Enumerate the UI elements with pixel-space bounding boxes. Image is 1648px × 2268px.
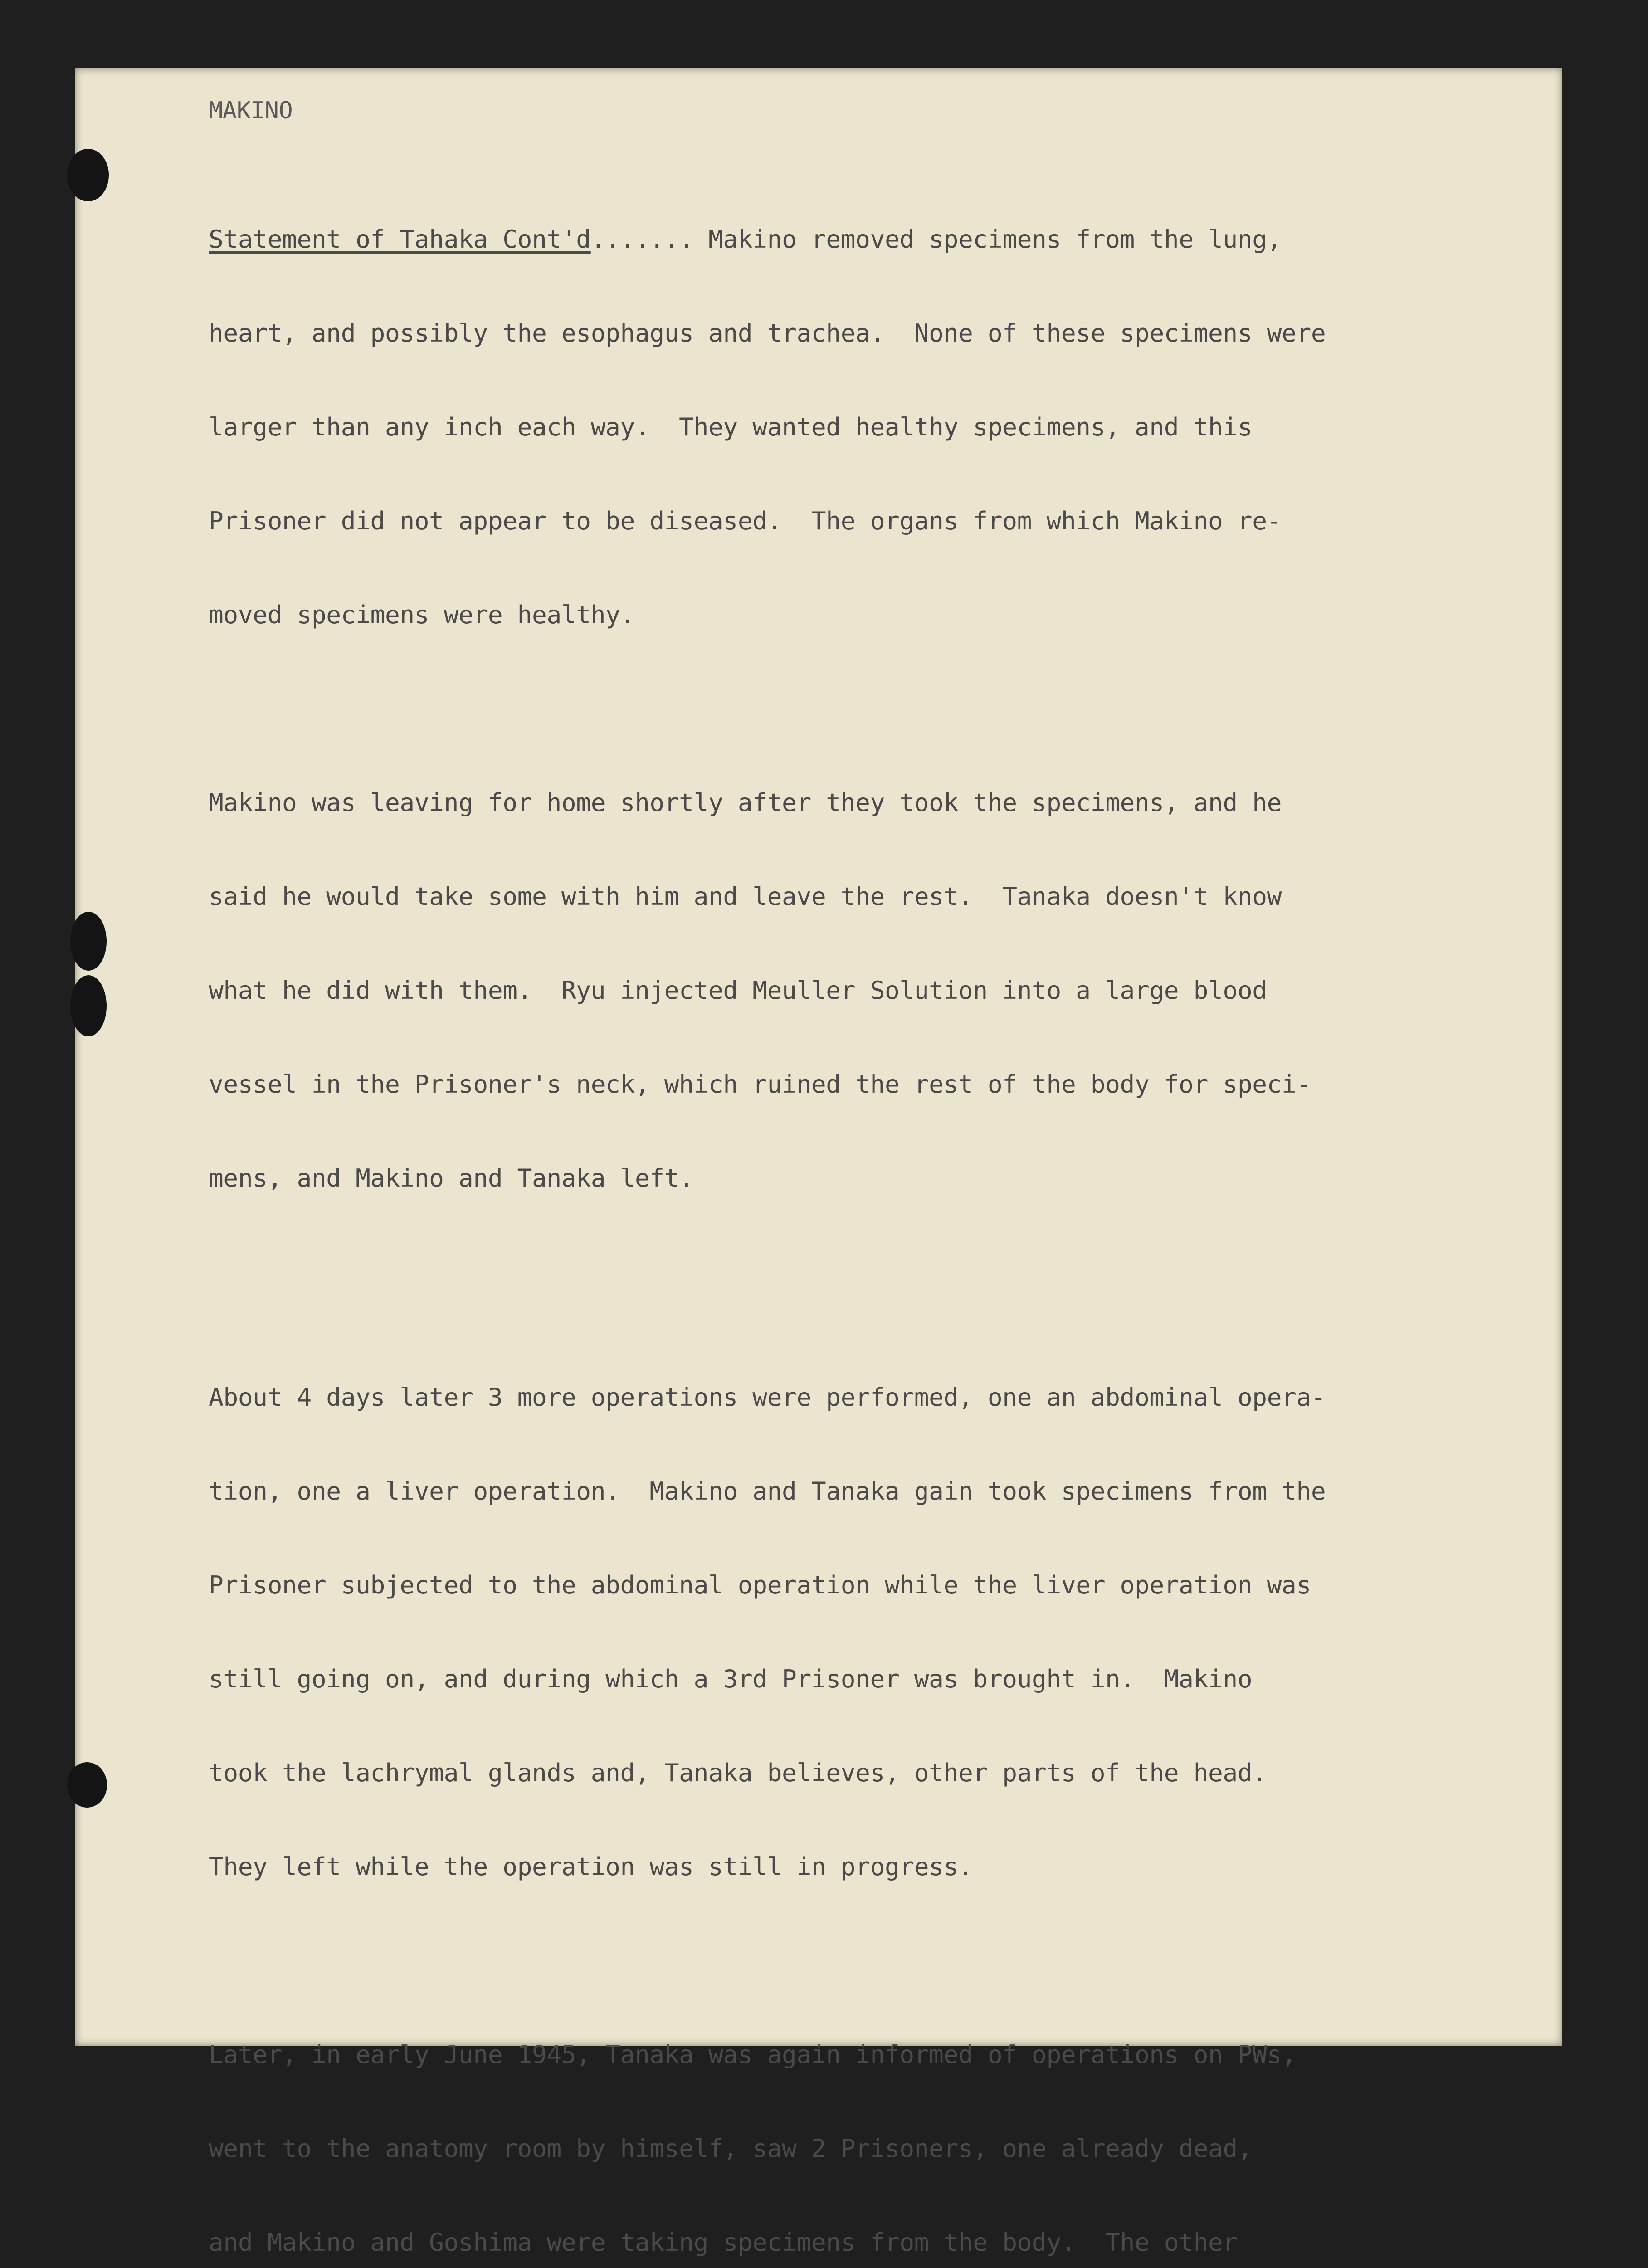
text-line [209,224,1469,255]
binder-hole-bottom [67,1762,107,1808]
text-line: Prisoner subjected to the abdominal operation while the liver operation was [209,1570,1311,1599]
text-line: heart, and possibly the esophagus and trachea. None of these specimens were [209,318,1326,347]
text-line: About 4 days later 3 more operations were performed, one an abdominal opera- [209,1383,1326,1412]
text-line: still going on, and during which a 3rd Prisoner was brought in. Makino [209,1664,1253,1693]
text-line: Prisoner did not appear to be diseased. The organs from which Makino re- [209,506,1282,535]
text-line: tion, one a liver operation. Makino and Tanaka gain took specimens from the [209,1476,1326,1505]
text-line: moved specimens were healthy. [209,600,635,629]
paragraph-tanaka-statement-continued [209,161,1469,693]
text-line: vessel in the Prisoner's neck, which ruined the rest of the body for speci- [209,1070,1311,1099]
line-text: Makino removed specimens from the lung, [693,225,1282,254]
text-line: said he would take some with him and leave the rest. Tanaka doesn't know [209,882,1282,911]
statement-heading: Statement of Tahaka Cont'd [209,225,591,254]
text-line: and Makino and Goshima were taking specimens from the body. The other [209,2228,1238,2257]
binder-hole-middle-upper [70,912,107,971]
text-line: Later, in early June 1945, Tanaka was again informed of operations on PWs, [209,2040,1297,2069]
document-body [209,95,1469,2268]
heading-suffix: ....... [590,225,694,254]
binder-hole-top [67,149,109,201]
paragraph-makino-leaving [209,724,1469,1256]
text-line: mens, and Makino and Tanaka left. [209,1163,694,1193]
text-line: Makino was leaving for home shortly after they took the specimens, and he [209,788,1282,817]
text-line: went to the anatomy room by himself, saw 2 Prisoners, one already dead, [209,2134,1253,2163]
document-header: MAKINO [209,97,293,124]
paragraph-four-days-later [209,1319,1469,1945]
paragraph-early-june-1945 [209,1976,1469,2268]
text-line: took the lachrymal glands and, Tanaka believes, other parts of the head. [209,1758,1267,1787]
binder-hole-middle-lower [70,975,107,1036]
text-line: larger than any inch each way. They wanted healthy specimens, and this [209,412,1253,441]
text-line: what he did with them. Ryu injected Meuller Solution into a large blood [209,976,1267,1005]
text-line: They left while the operation was still in progress. [209,1852,973,1881]
